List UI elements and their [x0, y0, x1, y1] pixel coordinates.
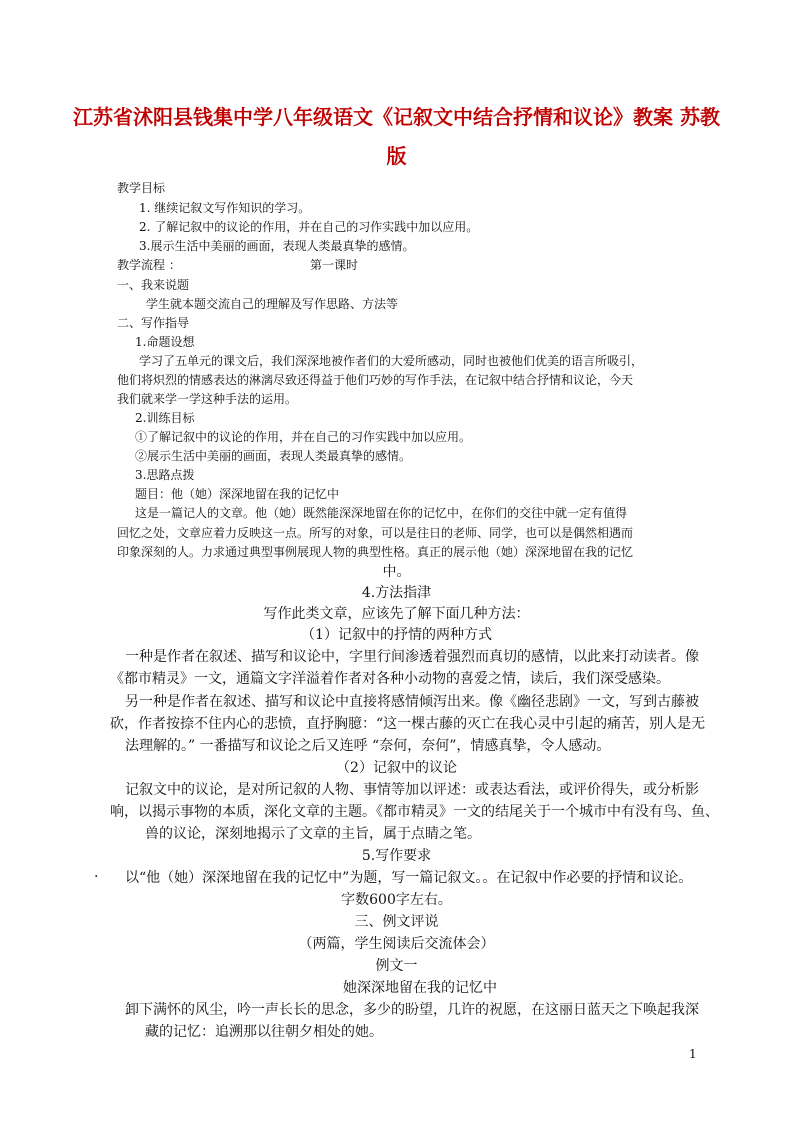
paragraph-3-line-4: 中。	[382, 564, 411, 580]
section-3-heading: 三、例文评说	[354, 914, 439, 930]
method-1-para-a-line-1: 一种是作者在叙述、描写和议论中，字里行间渗透着强烈而真切的感情，以此来打动读者。像	[125, 649, 699, 665]
subheading-1: 1.命题设想	[135, 335, 195, 349]
method-2-line-1: 记叙文中的议论，是对所记叙的人物、事情等加以评述：或表达看法，或评价得失，或分析影	[125, 782, 699, 798]
method-1-para-b-line-1: 另一种是作者在叙述、描写和议论中直接将感情倾泻出来。像《幽径悲剧》一文，写到古藤被	[125, 694, 699, 710]
method-1-para-b-line-3: 法理解的。” 一番描写和议论之后又连呼 “奈何，奈何”，情感真挚，令人感动。	[125, 738, 611, 754]
method-1-para-b-line-2: 砍，作者按捺不住内心的悲愤，直抒胸臆：“这一棵古藤的灭亡在我心灵中引起的痛苦，别人是无	[110, 716, 706, 732]
section-1-heading: 一、我来说题	[117, 278, 190, 292]
paragraph-1-line-3: 我们就来学一学这种手法的运用。	[117, 392, 298, 406]
subheading-2: 2.训练目标	[135, 411, 195, 425]
method-2-line-2: 响，以揭示事物的本质，深化文章的主题。《都市精灵》一文的结尾关于一个城市中有没有鸟、鱼、	[110, 804, 719, 820]
requirement-line-1: 以“他（她）深深地留在我的记忆中”为题，写一篇记叙文。。在记叙中作必要的抒情和议论。	[125, 870, 693, 886]
example-line-1: 卸下满怀的风尘，吟一声长长的思念，多少的盼望，几许的祝愿，在这丽日蓝天之下唤起我深	[125, 1002, 699, 1018]
flow-label: 教学流程 ：	[117, 258, 181, 272]
document-title-line-1: 江苏省沭阳县钱集中学八年级语文《记叙文中结合抒情和议论》教案 苏教	[73, 105, 720, 129]
paragraph-1-line-1: 学习了五单元的课文后，我们深深地被作者们的大爱所感动，同时也被他们优美的语言所吸引，	[139, 354, 644, 368]
document-title-line-2: 版	[386, 144, 407, 168]
session-label: 第一课时	[310, 258, 359, 272]
method-1-para-a-line-2: 《都市精灵》一文，通篇文字洋溢着作者对各种小动物的喜爱之情，读后，我们深受感染。	[110, 671, 670, 687]
example-label: 例文一	[375, 958, 418, 974]
method-intro: 写作此类文章，应该先了解下面几种方法：	[263, 606, 530, 622]
objective-item-2: 2. 了解记叙中的议论的作用，并在自己的习作实践中加以应用。	[139, 220, 479, 234]
objective-item-3: 3.展示生活中美丽的画面，表现人类最真挚的感情。	[139, 239, 415, 253]
objective-item-1: 1. 继续记叙文写作知识的学习。	[139, 201, 311, 215]
page-number: 1	[689, 1047, 697, 1061]
goal-1: ①了解记叙中的议论的作用，并在自己的习作实践中加以应用。	[135, 430, 472, 444]
section-3-note: （两篇，学生阅读后交流体会）	[298, 936, 495, 952]
paragraph-3-line-3: 印象深刻的人。力求通过典型事例展现人物的典型性格。真正的展示他（她）深深地留在我的记忆	[117, 545, 634, 559]
subheading-5: 5.写作要求	[361, 848, 432, 864]
method-2-line-3: 兽的议论，深刻地揭示了文章的主旨，属于点睛之笔。	[145, 826, 481, 842]
paragraph-3-line-2: 回忆之处，文章应着力反映这一点。所写的对象，可以是往日的老师、同学，也可以是偶然相遇而	[117, 526, 634, 540]
example-title: 她深深地留在我的记忆中	[343, 980, 497, 996]
section-1-body: 学生就本题交流自己的理解及写作思路、方法等	[146, 297, 399, 311]
objectives-heading: 教学目标	[117, 181, 166, 195]
subheading-3: 3.思路点拨	[135, 468, 195, 482]
paragraph-3-line-1: 这是一篇记人的文章。他（她）既然能深深地留在你的记忆中，在你们的交往中就一定有值得	[135, 506, 628, 520]
example-line-2: 藏的记忆：追溯那以往朝夕相处的她。	[145, 1024, 383, 1040]
section-2-heading: 二、写作指导	[117, 316, 190, 330]
requirement-line-2: 字数600字左右。	[341, 892, 452, 908]
subheading-4: 4.方法指津	[361, 585, 432, 601]
requirement-mark: .	[94, 865, 99, 881]
goal-2: ②展示生活中美丽的画面，表现人类最真挚的感情。	[135, 449, 412, 463]
topic-line: 题目：他（她）深深地留在我的记忆中	[135, 487, 340, 501]
method-1-heading: （1）记叙中的抒情的两种方式	[301, 627, 492, 643]
method-2-heading: （2）记叙中的议论	[336, 760, 457, 776]
paragraph-1-line-2: 他们将炽烈的情感表达的淋漓尽致还得益于他们巧妙的写作手法，在记叙中结合抒情和议论，今天	[117, 373, 634, 387]
